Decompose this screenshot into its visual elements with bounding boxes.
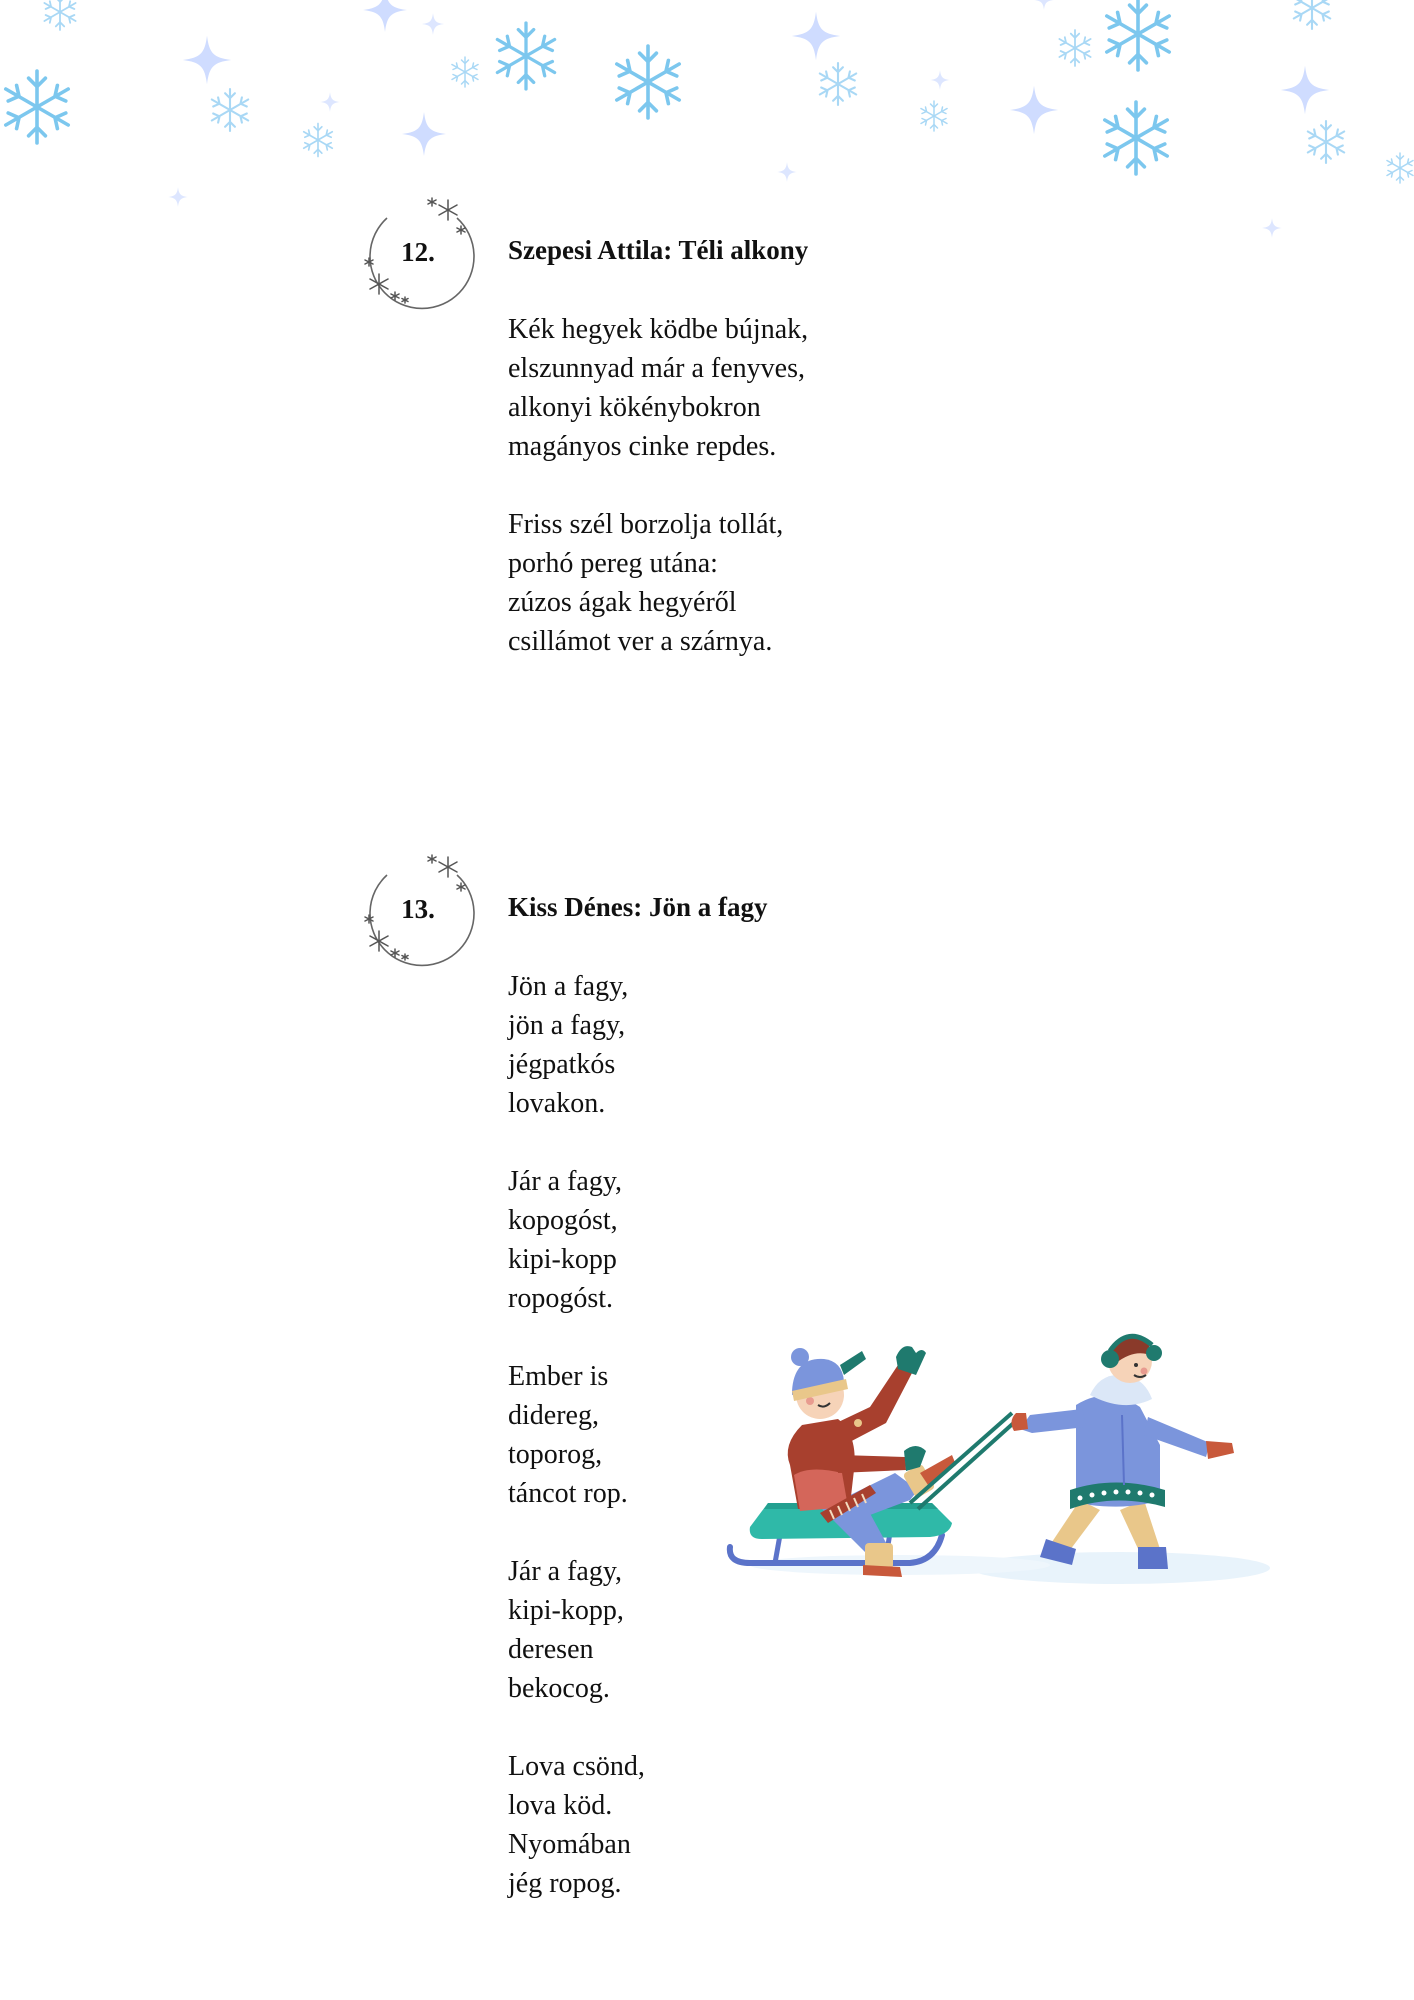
poem-title: Szepesi Attila: Téli alkony [508,235,809,265]
sparkle-star-icon [320,92,340,112]
stanza [508,1552,645,1708]
sparkle-star-icon [363,0,407,32]
stanza [508,310,808,466]
children-sledding-illustration [720,1295,1300,1595]
poem-line: csillámot ver a szárnya. [508,626,773,657]
poem-line: didereg, [508,1400,599,1431]
poem-line: kopogóst, [508,1205,618,1236]
snowflake-icon [820,63,856,105]
poem-number-badge [357,849,477,969]
poem-line: ropogóst. [508,1283,613,1314]
poem-body [508,310,808,700]
poem-line: porhó pereg utána: [508,548,718,579]
sparkle-star-icon [792,12,840,60]
sparkle-star-icon [1262,218,1282,238]
poem-line: magányos cinke repdes. [508,431,777,462]
poem-line: elszunnyad már a fenyves, [508,353,805,384]
poem-line: Nyomában [508,1829,631,1860]
poem-line: alkonyi kökénybokron [508,392,761,423]
stanza [508,505,808,661]
snowflake-icon [497,23,554,89]
snowflake-icon [212,89,248,131]
sparkle-star-icon [777,162,797,182]
poem-title: Kiss Dénes: Jön a fagy [508,892,768,922]
snowflake-icon [617,46,679,118]
snowflake-icon [1387,153,1413,183]
poem-number: 12. [401,236,435,267]
poem-line: Kék hegyek ködbe bújnak, [508,314,809,345]
poem-line: Lova csönd, [508,1751,645,1782]
stanza [508,1747,645,1903]
sparkle-star-icon [1010,86,1058,134]
poem-body [508,967,645,1942]
poem-number-badge [357,192,477,312]
poem-line: Ember is [508,1361,609,1392]
sparkle-star-icon [1034,0,1054,10]
snowflake-icon [304,124,333,157]
poem-line: bekocog. [508,1673,610,1704]
poem-line: toporog, [508,1439,603,1470]
poem-line: zúzos ágak hegyéről [508,587,737,618]
poem-line: Jön a fagy, [508,971,629,1002]
poem-line: táncot rop. [508,1478,628,1509]
snowflake-icon [921,101,947,131]
poem-line: kipi-kopp, [508,1595,624,1626]
sparkle-star-icon [1281,66,1329,114]
sparkle-star-icon [168,187,188,207]
snowflake-icon [1059,30,1090,66]
sparkle-star-icon [422,13,444,35]
sparkle-star-icon [930,70,950,90]
stanza [508,1162,645,1318]
snowflake-icon [1294,0,1330,29]
poem-number: 13. [401,893,435,924]
snowflake-icon [1107,0,1169,70]
snowflake-icon [1105,102,1167,174]
poem-line: jégpatkós [508,1049,616,1080]
poem-line: Jár a fagy, [508,1166,623,1197]
snowflake-banner [0,0,1414,260]
stanza [508,1357,645,1513]
snowflake-icon [452,57,478,87]
poem-line: Friss szél borzolja tollát, [508,509,784,540]
poem-line: jég ropog. [508,1868,622,1899]
snowflake-icon [1308,121,1344,163]
snowflake-icon [44,0,75,30]
poem-line: kipi-kopp [508,1244,617,1275]
sparkle-star-icon [402,112,446,156]
poem-line: jön a fagy, [508,1010,626,1041]
poem-line: Jár a fagy, [508,1556,623,1587]
sparkle-star-icon [183,36,231,84]
poem-line: lovakon. [508,1088,606,1119]
stanza [508,967,645,1123]
poem-line: lova köd. [508,1790,613,1821]
snowflake-icon [6,71,68,143]
poem-line: deresen [508,1634,594,1665]
